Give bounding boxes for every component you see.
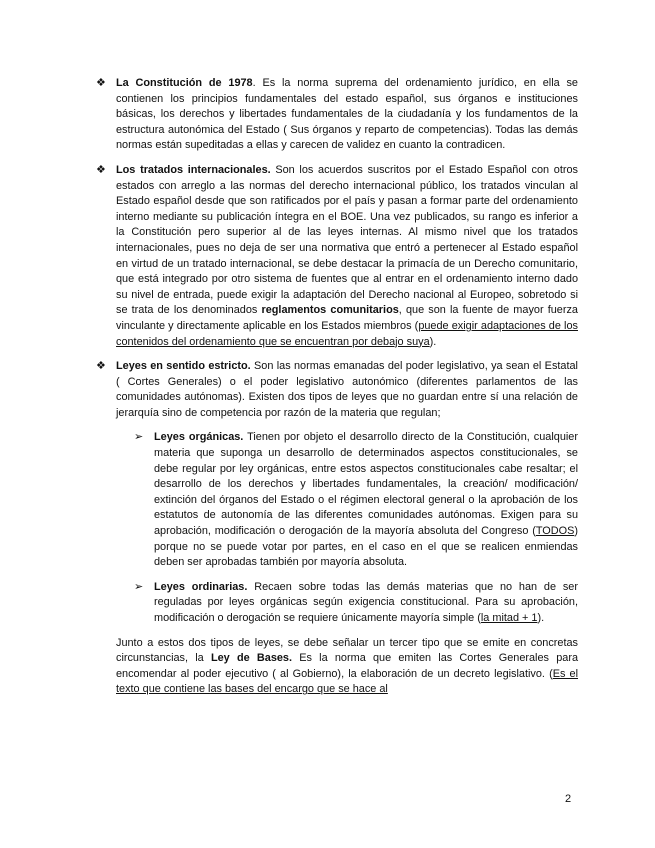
closing-paragraph-wrapper <box>96 636 578 698</box>
list-item-tratados <box>96 163 578 350</box>
paragraph-ordinarias: Leyes ordinarias. Recaen sobre todas las demás materias que no han de ser reguladas por leyes orgánicas según exigencia constitucional. Para su aprobación, modificación o derogación se requiere únicamente mayoría simple (la mitad + 1). <box>154 580 578 624</box>
term-ordinarias: Leyes ordinarias. <box>154 580 248 593</box>
underlined-note: TODOS <box>535 525 575 538</box>
term-tratados: Los tratados internacionales. <box>116 163 271 176</box>
arrow-bullet-icon: ➢ <box>134 580 144 593</box>
paragraph-organicas: Leyes orgánicas. Tienen por objeto el desarrollo directo de la Constitución, cualquier materia que suponga un desarrollo de determinados aspectos constitucionales, se debe regular por ley orgánicas, entre estos aspectos constitucionales cabe resaltar; el desarrollo de los derechos y libertades fundamentales, la creación/ modificación/ extinción del órganos del Estado o el régimen electoral general o la aprobación de los estatutos de autonomía de las diferentes comunidades autónomas. Exigen para su aprobación, modificación o derogación de la mayoría absoluta del Congreso (TODOS) porque no se puede votar por partes, en el caso en el que se realicen enmiendas deben ser aprobadas también por mayoría absoluta. <box>154 431 578 569</box>
diamond-bullet-icon: ❖ <box>96 77 106 89</box>
page-number: 2 <box>565 793 572 805</box>
paragraph-constitucion: La Constitución de 1978. Es la norma suprema del ordenamiento jurídico, en ella se contienen los principios fundamentales del estado español, sus órganos e instituciones básicas, los derechos y libertades fundamentales de la ciudadanía y los fundamentos de la estructura autonómica del Estado ( Sus órganos y reparto de competencias). Todas las demás normas están supeditadas a ellas y carecen de validez en cuanto la contradicen. <box>116 77 578 152</box>
list-item-constitucion <box>96 76 578 154</box>
underlined-note: Es el texto que contiene las bases del encargo que se hace al <box>116 667 579 696</box>
underlined-note: puede exigir adaptaciones de los contenidos del ordenamiento que se encuentran por debajo suya <box>116 319 578 348</box>
term-ley-de-bases: Ley de Bases. <box>210 652 293 665</box>
sublist-item-organicas <box>96 430 578 570</box>
diamond-bullet-icon: ❖ <box>96 163 106 176</box>
paragraph-leyes: Leyes en sentido estricto. Son las normas emanadas del poder legislativo, ya sean el Estatal ( Cortes Generales) o el poder legislativo autonómico (diferentes parlamentos de las comunidades autónomas). Existen dos tipos de leyes que no guardan entre sí una relación de jerarquía sino de competencia por razón de la materia que regulan; <box>116 360 578 419</box>
page-content <box>96 76 578 698</box>
diamond-bullet-icon: ❖ <box>96 360 106 373</box>
term-reglamentos: reglamentos comunitarios <box>261 304 399 317</box>
list-item-leyes <box>96 359 578 421</box>
paragraph-tratados: Los tratados internacionales. Son los acuerdos suscritos por el Estado Español con otros estados con arreglo a las normas del derecho internacional público, los tratados vinculan al Estado español desde que son ratificados por el país y pasan a formar parte del ordenamiento interno mediante su publicación íntegra en el BOE. Una vez publicados, su rango es inferior a la Constitución pero superior al de las leyes internas. Al mismo nivel que los tratados internacionales, pues no deja de ser una normativa que entró a pertenecer al Estado español en virtud de un tratado internacional, se debe destacar la primacía de un Derecho comunitario, que está integrado por otro sistema de fuentes que al entrar en el ordenamiento interno dado su nivel de entrada, puede exigir la adaptación del Derecho nacional al Europeo, sobretodo si se trata de los denominados reglamentos comunitarios, que son la fuente de mayor fuerza vinculante y directamente aplicable en los Estados miembros (puede exigir adaptaciones de los contenidos del ordenamiento que se encuentran por debajo suya). <box>116 163 578 348</box>
closing-paragraph: Junto a estos dos tipos de leyes, se debe señalar un tercer tipo que se emite en concretas circunstancias, la Ley de Bases. Es la norma que emiten las Cortes Generales para encomendar al poder ejecutivo ( al Gobierno), la elaboración de un decreto legislativo. (Es el texto que contiene las bases del encargo que se hace al <box>116 636 579 696</box>
sublist-item-ordinarias <box>96 580 578 627</box>
term-leyes: Leyes en sentido estricto. <box>116 360 251 373</box>
term-organicas: Leyes orgánicas. <box>154 431 244 444</box>
underlined-note: la mitad + 1 <box>480 612 538 624</box>
term-constitucion: La Constitución de 1978 <box>116 77 253 89</box>
arrow-bullet-icon: ➢ <box>134 431 144 444</box>
